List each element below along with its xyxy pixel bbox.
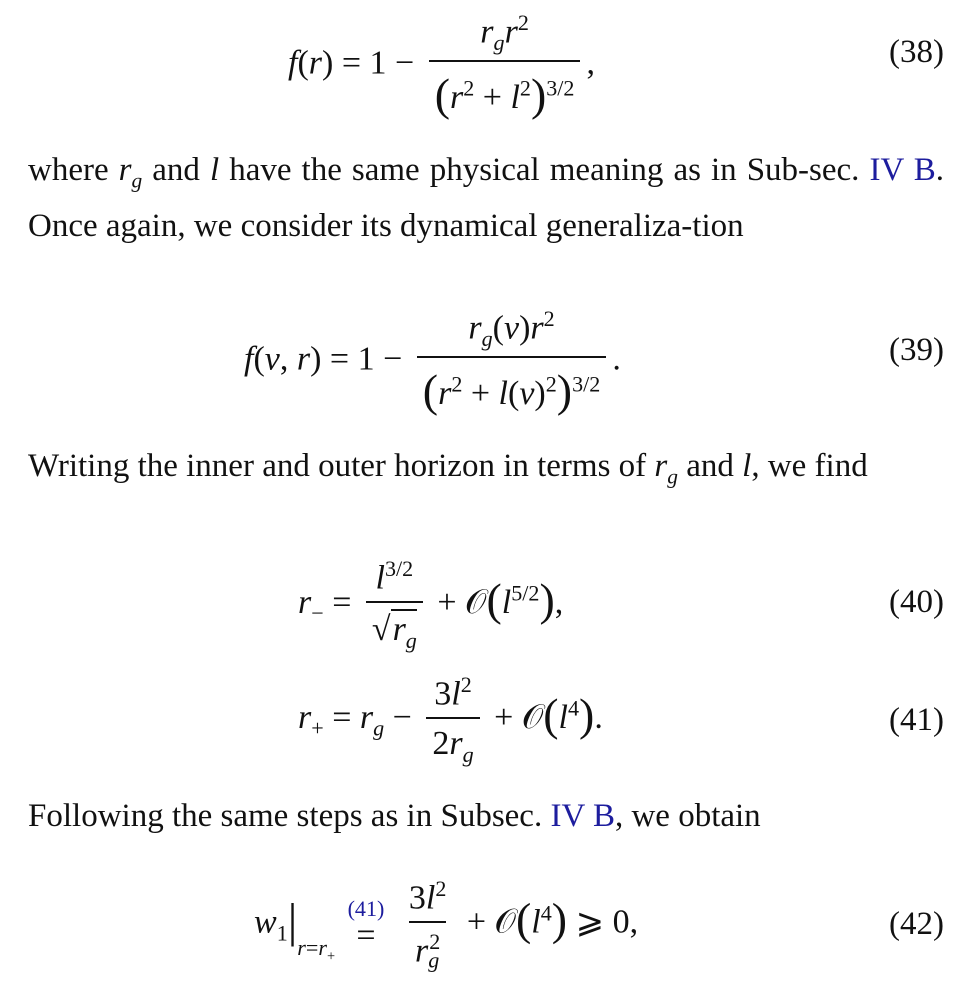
equation-40-body: $r_-$ = $\frac{l^{3/2}}{√r_g}$ + $𝒪(l^{5/2})$, [298,556,564,654]
equation-42-body: $w_1|_{r=r_+}$ (41) = $\frac{3l^2}{r_g^2}$ + $𝒪(l^4)$ ⩾ 0, [254,876,639,973]
equation-number: (40) [889,584,944,620]
paragraph-3: Following the same steps as in Subsec. IV B, we obtain [28,798,761,834]
equation-number: (42) [889,906,944,942]
equation-number: (41) [889,702,944,738]
equation-39 [0,300,964,430]
paragraph-2: Writing the inner and outer horizon in terms of $r_g$ and l, we find [28,448,868,489]
equation-number: (39) [889,332,944,368]
subsection-link[interactable]: IV B [550,798,615,834]
paragraph-1: where $r_g$ and l have the same physical meaning as in Sub-sec. IV B. Once again, we consider its dynamical generaliza-tion [28,152,944,244]
equation-42 [0,870,964,1006]
equation-number: (38) [889,34,944,70]
equation-38 [0,0,964,130]
equation-40 [0,552,964,672]
equation-39-body: f(v, r) = 1 − $\frac{r_g(v)r^2}{(r^2 + l(v)^2)^{3/2}}$ . [244,306,621,417]
equation-38-body: f(r) = 1 − $\frac{r_gr^2}{(r^2 + l^2)^{3/2}}$ , [288,10,595,121]
equation-41 [0,672,964,782]
equation-reference-link[interactable]: (41) [347,896,385,922]
equation-41-body: $r_+ = r_g$ − $\frac{3l^2}{2r_g}$ + $𝒪(l^4)$. [298,672,603,768]
subsection-link[interactable]: IV B [869,152,936,188]
